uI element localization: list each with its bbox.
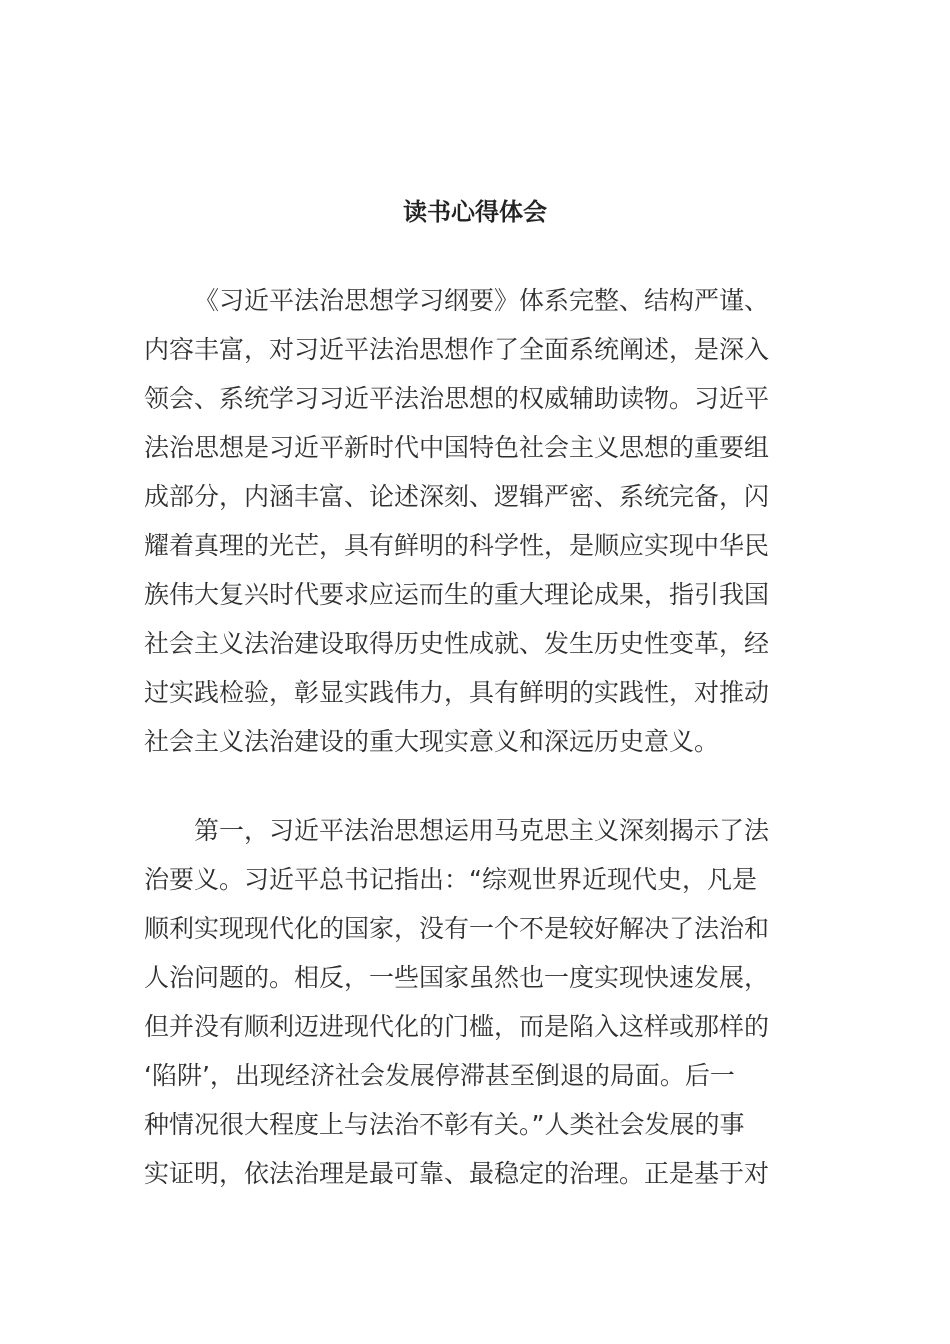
paragraph-line: 过实践检验，彰显实践伟力，具有鲜明的实践性，对推动 bbox=[144, 678, 770, 707]
paragraph-line: 《习近平法治思想学习纲要》体系完整、结构严谨、 bbox=[194, 286, 770, 315]
paragraph-line: 顺利实现现代化的国家，没有一个不是较好解决了法治和 bbox=[144, 914, 770, 943]
paragraph-line: 第一，习近平法治思想运用马克思主义深刻揭示了法 bbox=[194, 816, 770, 845]
paragraph-line: 社会主义法治建设的重大现实意义和深远历史意义。 bbox=[144, 727, 720, 756]
paragraph-line: 社会主义法治建设取得历史性成就、发生历史性变革，经 bbox=[144, 629, 770, 658]
paragraph-line: 治要义。习近平总书记指出：“综观世界近现代史，凡是 bbox=[144, 865, 757, 894]
paragraph-1 bbox=[144, 276, 784, 766]
paragraph-line: 领会、系统学习习近平法治思想的权威辅助读物。习近平 bbox=[144, 384, 770, 413]
paragraph-line: ‘陷阱’，出现经济社会发展停滞甚至倒退的局面。后一 bbox=[144, 1061, 735, 1090]
paragraph-line: 但并没有顺利迈进现代化的门槛，而是陷入这样或那样的 bbox=[144, 1012, 770, 1041]
document-title: 读书心得体会 bbox=[403, 198, 547, 226]
paragraph-line: 耀着真理的光芒，具有鲜明的科学性，是顺应实现中华民 bbox=[144, 531, 770, 560]
paragraph-2 bbox=[144, 806, 784, 1198]
paragraph-line: 人治问题的。相反，一些国家虽然也一度实现快速发展， bbox=[144, 963, 770, 992]
paragraph-line: 成部分，内涵丰富、论述深刻、逻辑严密、系统完备，闪 bbox=[144, 482, 770, 511]
paragraph-line: 实证明，依法治理是最可靠、最稳定的治理。正是基于对 bbox=[144, 1159, 770, 1188]
paragraph-line: 种情况很大程度上与法治不彰有关。”人类社会发展的事 bbox=[144, 1110, 745, 1139]
paragraph-line: 族伟大复兴时代要求应运而生的重大理论成果，指引我国 bbox=[144, 580, 770, 609]
paragraph-line: 法治思想是习近平新时代中国特色社会主义思想的重要组 bbox=[144, 433, 770, 462]
paragraph-line: 内容丰富，对习近平法治思想作了全面系统阐述，是深入 bbox=[144, 335, 770, 364]
